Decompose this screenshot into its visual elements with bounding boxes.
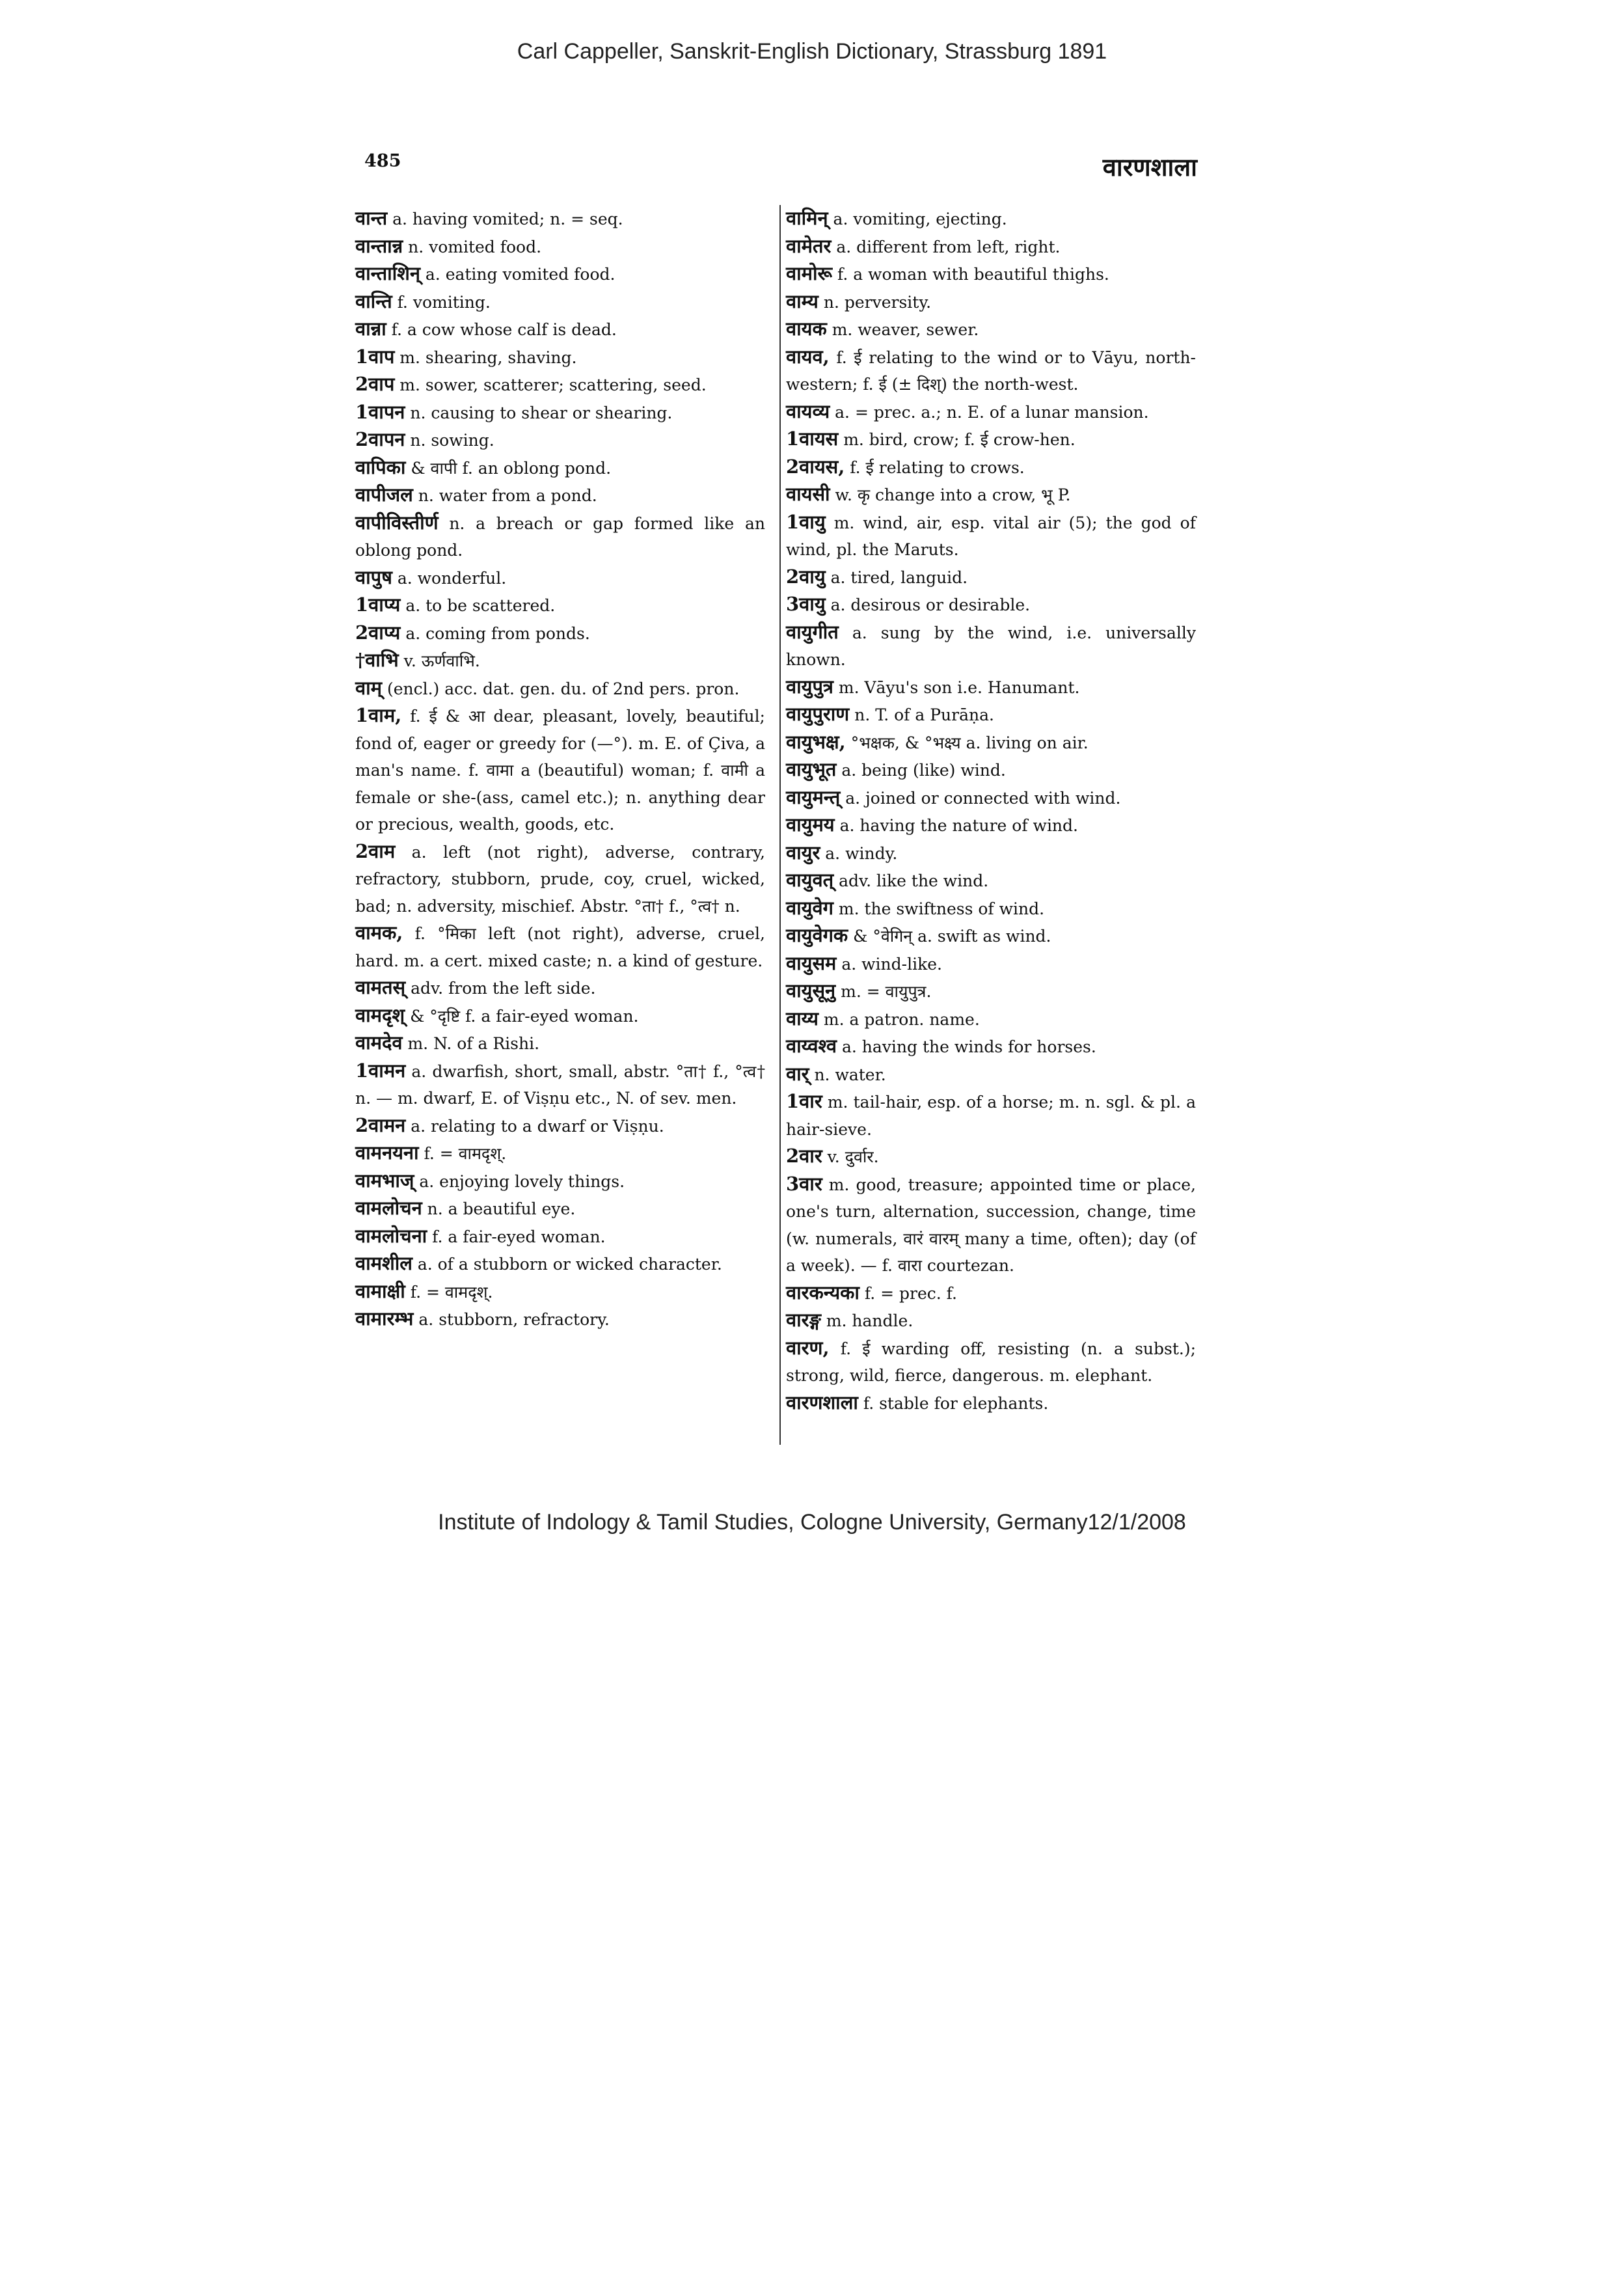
- dictionary-entry: [786, 205, 1196, 233]
- entry-definition: & °वेगिन् a. swift as wind.: [853, 927, 1051, 946]
- dictionary-entry: [786, 398, 1196, 426]
- entry-definition: v. ऊर्णवाभि.: [403, 651, 480, 670]
- dictionary-entry: [786, 233, 1196, 261]
- entry-definition: n. sowing.: [410, 431, 494, 450]
- dictionary-entry: [355, 974, 765, 1002]
- dictionary-entry: [786, 481, 1196, 509]
- right-column: [779, 205, 1196, 1445]
- entry-definition: n. causing to shear or shearing.: [410, 403, 673, 422]
- entry-definition: a. windy.: [825, 843, 898, 863]
- dictionary-entry: [355, 510, 765, 564]
- source-note: Carl Cappeller, Sanskrit-English Dictionary, Strassburg 1891: [517, 39, 1107, 64]
- entry-definition: a. dwarfish, short, small, abstr. °ता† f., °त्व† n. — m. dwarf, E. of Viṣṇu etc., N. of sev. men.: [355, 1061, 765, 1108]
- entry-definition: a. = prec. a.; n. E. of a lunar mansion.: [835, 402, 1149, 422]
- entry-headword: वामेतर: [786, 234, 832, 257]
- entry-headword: वाम्य: [786, 290, 819, 312]
- entry-headword: वारकन्यका: [786, 1281, 859, 1304]
- entry-definition: n. water.: [814, 1065, 886, 1084]
- entry-headword: वामदेव: [355, 1032, 403, 1054]
- dictionary-entry: [786, 1335, 1196, 1389]
- entry-headword: वान्ताशिन्: [355, 262, 420, 284]
- dictionary-entry: [786, 784, 1196, 812]
- entry-headword: वामलोचना: [355, 1224, 427, 1247]
- entry-headword: वारण,: [786, 1336, 830, 1359]
- footer-note: Institute of Indology & Tamil Studies, Cologne University, Germany12/1/2008: [438, 1510, 1186, 1535]
- entry-headword: वामदृश्: [355, 1004, 405, 1026]
- dictionary-entry: [786, 950, 1196, 978]
- dictionary-entry: [355, 920, 765, 974]
- entry-definition: n. a breach or gap formed like an oblong pond.: [355, 513, 765, 560]
- entry-definition: f. °मिका left (not right), adverse, cruel, hard. m. a cert. mixed caste; n. a kind of gesture.: [355, 924, 765, 970]
- entry-headword: वायुमन्त्: [786, 786, 841, 808]
- entry-headword: 2वायु: [786, 565, 826, 588]
- entry-headword: वापीजल: [355, 484, 413, 506]
- entry-definition: f. = वामदृश्.: [424, 1144, 507, 1163]
- entry-headword: वायव,: [786, 345, 830, 368]
- dictionary-entry: [786, 1033, 1196, 1061]
- entry-headword: वामलोचन: [355, 1197, 422, 1219]
- entry-headword: 1वाप्य: [355, 594, 401, 616]
- entry-headword: 1वाप: [355, 345, 395, 368]
- dictionary-entry: [355, 1112, 765, 1140]
- dictionary-entry: [355, 205, 765, 233]
- entry-definition: v. दुर्वार.: [827, 1147, 879, 1166]
- entry-definition: m. weaver, sewer.: [832, 320, 979, 339]
- running-head: वारणशाला: [1102, 152, 1197, 182]
- dictionary-entry: [355, 371, 765, 399]
- dictionary-entry: [355, 1223, 765, 1251]
- entry-definition: a. having the winds for horses.: [841, 1037, 1096, 1056]
- dictionary-entry: [355, 620, 765, 648]
- entry-definition: n. a beautiful eye.: [427, 1199, 576, 1218]
- entry-headword: 1वापन: [355, 400, 405, 423]
- entry-headword: वायुर: [786, 841, 820, 864]
- entry-definition: f. vomiting.: [397, 292, 491, 312]
- entry-definition: adv. from the left side.: [411, 979, 596, 998]
- dictionary-entry: [786, 756, 1196, 784]
- entry-headword: वान्ना: [355, 318, 386, 340]
- dictionary-entry: [786, 701, 1196, 729]
- dictionary-entry: [786, 812, 1196, 840]
- dictionary-entry: [786, 619, 1196, 674]
- entry-definition: f. ई relating to the wind or to Vāyu, north-western; f. ई (± दिश्) the north-west.: [786, 348, 1196, 394]
- entry-headword: वापुष: [355, 566, 392, 588]
- dictionary-entry: [786, 454, 1196, 482]
- entry-definition: (encl.) acc. dat. gen. du. of 2nd pers. pron.: [386, 679, 740, 698]
- dictionary-entry: [786, 922, 1196, 950]
- entry-definition: f. stable for elephants.: [863, 1393, 1049, 1413]
- dictionary-entry: [355, 1030, 765, 1058]
- entry-definition: a. having the nature of wind.: [839, 816, 1078, 835]
- entry-headword: वामिन्: [786, 207, 828, 229]
- dictionary-entry: [786, 426, 1196, 454]
- entry-headword: वायुवेग: [786, 896, 833, 919]
- dictionary-entry: [786, 895, 1196, 923]
- entry-definition: n. vomited food.: [408, 237, 542, 256]
- dictionary-entry: [786, 591, 1196, 619]
- dictionary-entry: [786, 1143, 1196, 1171]
- entry-headword: वायसी: [786, 483, 830, 505]
- entry-headword: वामारम्भ: [355, 1307, 414, 1330]
- entry-definition: a. stubborn, refractory.: [418, 1310, 610, 1329]
- entry-headword: वायुवत्: [786, 869, 834, 891]
- dictionary-entry: [355, 1195, 765, 1223]
- entry-definition: a. sung by the wind, i.e. universally known.: [786, 623, 1196, 669]
- entry-definition: f. a woman with beautiful thighs.: [837, 265, 1109, 284]
- dictionary-entry: [786, 1171, 1196, 1279]
- entry-definition: n. water from a pond.: [418, 486, 597, 505]
- dictionary-entry: [355, 260, 765, 288]
- dictionary-entry: [786, 1307, 1196, 1335]
- dictionary-entry: [786, 1005, 1196, 1033]
- entry-definition: m. shearing, shaving.: [399, 348, 577, 367]
- entry-headword: वाय्वश्व: [786, 1035, 837, 1057]
- entry-headword: वारङ्ग: [786, 1309, 821, 1331]
- dictionary-entry: [355, 1140, 765, 1168]
- entry-definition: w. कृ change into a crow, भू P.: [835, 485, 1071, 504]
- dictionary-entry: [786, 1389, 1196, 1417]
- entry-headword: वाम्: [355, 676, 382, 699]
- dictionary-entry: [786, 867, 1196, 895]
- entry-definition: a. coming from ponds.: [405, 623, 590, 643]
- entry-headword: 2वामन: [355, 1114, 406, 1136]
- dictionary-entry: [786, 1061, 1196, 1089]
- entry-definition: a. wonderful.: [397, 568, 507, 588]
- dictionary-entry: [355, 1058, 765, 1112]
- dictionary-entry: [355, 233, 765, 261]
- entry-headword: वायुपुराण: [786, 703, 850, 725]
- entry-definition: & °दृष्टि f. a fair-eyed woman.: [410, 1006, 639, 1026]
- entry-headword: 2वाम: [355, 840, 396, 862]
- entry-definition: m. bird, crow; f. ई crow-hen.: [843, 430, 1076, 449]
- entry-headword: वापिका: [355, 456, 406, 478]
- entry-headword: वामशील: [355, 1252, 413, 1274]
- dictionary-entry: [355, 1278, 765, 1306]
- entry-headword: वामोरू: [786, 262, 833, 284]
- dictionary-entry: [786, 1088, 1196, 1143]
- entry-definition: f. ई & आ dear, pleasant, lovely, beautiful; fond of, eager or greedy for (—°). m. E. of Çiva, a man's name. f. वामा a (beautiful) woman; f. वामी a female or she-(ass, camel etc.); n. anything dear or precious, wealth, goods, etc.: [355, 707, 765, 834]
- entry-definition: m. good, treasure; appointed time or place, one's turn, alternation, succession, change, time (w. numerals, वारं वारम् many a time, often); day (of a week). — f. वारा courtezan.: [786, 1175, 1196, 1275]
- entry-definition: a. having vomited; n. = seq.: [392, 210, 623, 228]
- entry-definition: f. = वामदृश्.: [410, 1282, 493, 1302]
- entry-definition: f. = prec. f.: [864, 1283, 957, 1303]
- dictionary-entry: [355, 1168, 765, 1196]
- dictionary-entry: [786, 344, 1196, 398]
- entry-definition: a. left (not right), adverse, contrary, refractory, stubborn, prude, coy, cruel, wicked, bad; n. adversity, mischief. Abstr. °ता† f., °त्व† n.: [355, 842, 766, 916]
- left-column: [355, 205, 765, 1333]
- entry-headword: 1वार: [786, 1090, 822, 1112]
- dictionary-entry: [786, 509, 1196, 564]
- entry-headword: वामतस्: [355, 976, 406, 998]
- entry-headword: वायुसूनु: [786, 979, 836, 1002]
- dictionary-entry: [355, 838, 765, 920]
- entry-headword: वारणशाला: [786, 1391, 858, 1414]
- dictionary-entry: [355, 702, 765, 838]
- entry-definition: m. the swiftness of wind.: [838, 899, 1045, 918]
- entry-definition: °भक्षक, & °भक्ष्य a. living on air.: [850, 733, 1089, 752]
- dictionary-entry: [786, 260, 1196, 288]
- dictionary-entry: [786, 674, 1196, 702]
- dictionary-entry: [786, 729, 1196, 757]
- entry-headword: वायुमय: [786, 813, 835, 836]
- dictionary-entry: [355, 426, 765, 454]
- entry-headword: वामनयना: [355, 1142, 419, 1164]
- entry-definition: f. ई relating to crows.: [850, 458, 1025, 477]
- dictionary-entry: [786, 288, 1196, 316]
- entry-headword: 3वायु: [786, 593, 826, 615]
- dictionary-entry: [355, 288, 765, 316]
- entry-headword: वान्ति: [355, 290, 392, 312]
- entry-headword: वायुभूत: [786, 758, 837, 780]
- entry-definition: a. eating vomited food.: [425, 265, 616, 284]
- entry-headword: †वाभि: [355, 649, 399, 671]
- entry-headword: वामभाज्: [355, 1169, 414, 1192]
- entry-definition: n. T. of a Purāṇa.: [854, 705, 994, 724]
- dictionary-entry: [786, 316, 1196, 344]
- dictionary-entry: [786, 977, 1196, 1005]
- entry-headword: 1वायु: [786, 510, 826, 533]
- entry-definition: a. vomiting, ejecting.: [833, 210, 1007, 228]
- entry-headword: वायुसम: [786, 951, 837, 974]
- entry-headword: वायक: [786, 318, 827, 340]
- entry-headword: वामक,: [355, 922, 403, 944]
- entry-definition: f. ई warding off, resisting (n. a subst.); strong, wild, fierce, dangerous. m. elephant.: [786, 1339, 1197, 1385]
- entry-definition: a. desirous or desirable.: [830, 595, 1031, 614]
- entry-definition: m. sower, scatterer; scattering, seed.: [399, 376, 707, 394]
- entry-headword: वामाक्षी: [355, 1279, 405, 1302]
- dictionary-entry: [786, 1279, 1196, 1307]
- entry-headword: वायुपुत्र: [786, 675, 833, 698]
- dictionary-entry: [355, 675, 765, 703]
- entry-headword: वायुभक्ष,: [786, 730, 846, 753]
- entry-headword: वायव्य: [786, 400, 830, 422]
- entry-headword: 1वाम,: [355, 704, 402, 726]
- entry-definition: m. Vāyu's son i.e. Hanumant.: [838, 677, 1080, 697]
- dictionary-entry: [355, 564, 765, 592]
- dictionary-entry: [355, 1250, 765, 1278]
- dictionary-entry: [355, 647, 765, 675]
- entry-definition: f. a cow whose calf is dead.: [391, 320, 617, 339]
- dictionary-entry: [355, 344, 765, 372]
- entry-headword: 1वामन: [355, 1059, 406, 1082]
- dictionary-entry: [786, 564, 1196, 592]
- entry-definition: a. different from left, right.: [836, 237, 1061, 256]
- entry-definition: f. a fair-eyed woman.: [432, 1227, 606, 1246]
- entry-definition: n. perversity.: [823, 292, 932, 312]
- entry-headword: वापीविस्तीर्ण: [355, 511, 439, 534]
- entry-headword: वायुवेगक: [786, 924, 848, 946]
- entry-headword: वार्: [786, 1062, 809, 1085]
- entry-definition: m. tail-hair, esp. of a horse; m. n. sgl. & pl. a hair-sieve.: [786, 1093, 1196, 1139]
- entry-headword: वान्त: [355, 207, 388, 229]
- entry-definition: adv. like the wind.: [839, 871, 989, 890]
- entry-definition: & वापी f. an oblong pond.: [411, 458, 612, 478]
- entry-definition: a. of a stubborn or wicked character.: [417, 1255, 722, 1274]
- entry-definition: a. tired, languid.: [830, 567, 968, 587]
- entry-headword: 2वापन: [355, 428, 405, 450]
- dictionary-entry: [355, 482, 765, 510]
- entry-definition: m. a patron. name.: [823, 1009, 980, 1029]
- entry-definition: m. = वायुपुत्र.: [841, 982, 932, 1001]
- dictionary-entry: [355, 399, 765, 427]
- page-number: 485: [364, 151, 401, 171]
- dictionary-entry: [355, 1306, 765, 1333]
- entry-definition: m. handle.: [826, 1311, 914, 1330]
- entry-headword: वान्तान्न: [355, 234, 403, 257]
- entry-headword: वाय्य: [786, 1007, 819, 1030]
- entry-headword: 2वाप्य: [355, 621, 401, 644]
- entry-headword: 2वार: [786, 1145, 822, 1167]
- entry-headword: 3वार: [786, 1172, 822, 1195]
- entry-headword: 2वाप: [355, 373, 395, 395]
- entry-headword: 2वायस,: [786, 455, 845, 478]
- entry-definition: a. relating to a dwarf or Viṣṇu.: [411, 1116, 664, 1136]
- entry-definition: a. enjoying lovely things.: [419, 1171, 625, 1191]
- dictionary-entry: [355, 316, 765, 344]
- dictionary-entry: [355, 1002, 765, 1030]
- entry-definition: m. wind, air, esp. vital air (5); the god of wind, pl. the Maruts.: [786, 513, 1196, 559]
- entry-definition: a. being (like) wind.: [841, 761, 1006, 780]
- entry-headword: 1वायस: [786, 428, 839, 450]
- entry-headword: वायुगीत: [786, 620, 839, 643]
- entry-definition: a. to be scattered.: [405, 596, 556, 615]
- entry-definition: a. wind-like.: [841, 954, 942, 974]
- dictionary-entry: [786, 840, 1196, 868]
- entry-definition: a. joined or connected with wind.: [845, 788, 1121, 808]
- dictionary-entry: [355, 454, 765, 482]
- entry-definition: m. N. of a Rishi.: [407, 1034, 540, 1053]
- dictionary-entry: [355, 592, 765, 620]
